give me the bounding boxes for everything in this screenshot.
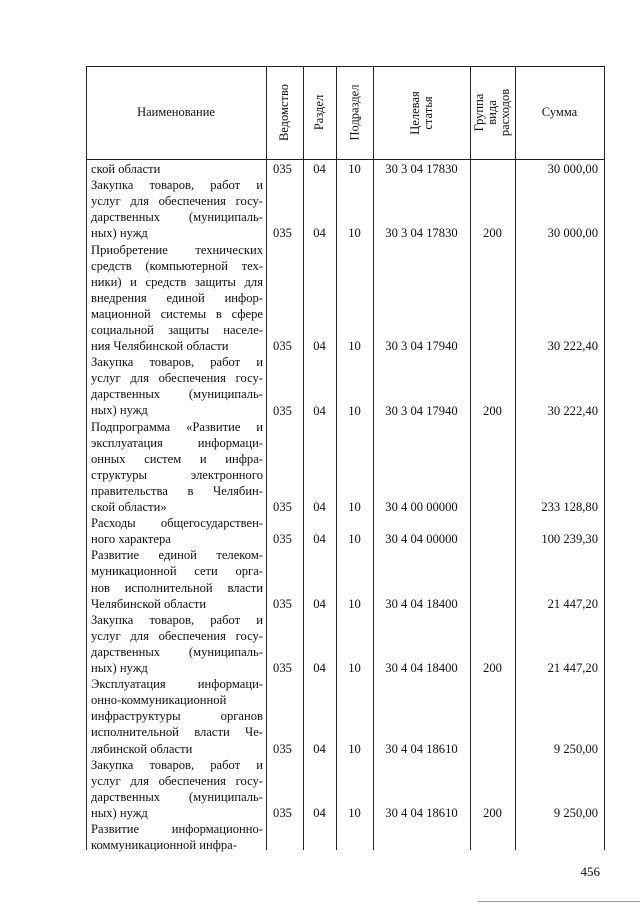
row-name-line: ской области bbox=[91, 162, 161, 176]
row-name-line: Закупка товаров, работ и bbox=[91, 355, 263, 370]
row-name-line: Развитие единой телеком- bbox=[91, 548, 263, 563]
row-name bbox=[91, 354, 263, 418]
cell-celevaya: 30 4 04 18610 bbox=[385, 806, 458, 820]
col-divider bbox=[336, 66, 337, 850]
cell-summa: 9 250,00 bbox=[553, 741, 598, 756]
row-name bbox=[91, 612, 263, 676]
row-name-line: дарственных (муниципаль- bbox=[91, 210, 263, 225]
header-summa-text: Сумма bbox=[541, 105, 578, 119]
row-name-line: лябинской области bbox=[91, 741, 193, 756]
header-razdel-text: Раздел bbox=[312, 94, 327, 131]
cell-gruppa bbox=[470, 499, 515, 515]
row-name-line: Расходы общегосударствен- bbox=[91, 516, 263, 531]
cell-gruppa bbox=[470, 596, 515, 612]
header-celevaya bbox=[373, 66, 470, 159]
cell-podrazdel: 10 bbox=[348, 339, 361, 354]
cell-ved: 035 bbox=[273, 806, 292, 820]
row-name-line: коммуникационной инфра- bbox=[91, 838, 237, 853]
header-podrazdel-text: Подраздел bbox=[347, 84, 361, 141]
row-name-line: структуры электронного bbox=[91, 467, 263, 482]
cell-podrazdel: 10 bbox=[348, 226, 361, 241]
row-name-line: ники) и средств защиты для bbox=[91, 274, 263, 289]
cell-celevaya: 30 3 04 17940 bbox=[385, 339, 458, 354]
cell-razdel: 04 bbox=[313, 162, 326, 176]
row-name-line: ных) нужд bbox=[91, 403, 148, 418]
cell-razdel: 04 bbox=[313, 500, 326, 515]
header-gruppa-text: Группа вида расходов bbox=[472, 88, 513, 137]
row-name-line: Приобретение технических bbox=[91, 242, 263, 257]
row-name-line: услуг для обеспечения госу- bbox=[91, 194, 263, 209]
row-name-line: дарственных (муниципаль- bbox=[91, 644, 263, 659]
cell-razdel: 04 bbox=[313, 403, 326, 418]
footer-line bbox=[478, 901, 640, 902]
cell-summa bbox=[515, 837, 598, 853]
row-name-line: эксплуатация информаци- bbox=[91, 435, 263, 450]
cell-podrazdel: 10 bbox=[348, 661, 361, 676]
row-name bbox=[91, 757, 263, 821]
table-border-left bbox=[86, 66, 87, 850]
row-name-line: ния Челябинской области bbox=[91, 339, 229, 354]
row-name-line: ных) нужд bbox=[91, 805, 148, 820]
row-name-line: ных) нужд bbox=[91, 226, 148, 241]
cell-summa: 30 222,40 bbox=[547, 339, 598, 354]
row-name-line: Эксплуатация информаци- bbox=[91, 677, 263, 692]
row-name-line: ской области» bbox=[91, 500, 167, 515]
cell-podrazdel: 10 bbox=[348, 806, 361, 820]
row-name-line: Закупка товаров, работ и bbox=[91, 757, 263, 772]
col-divider bbox=[303, 66, 304, 850]
cell-razdel: 04 bbox=[313, 661, 326, 676]
header-divider bbox=[86, 159, 605, 160]
cell-summa: 21 447,20 bbox=[547, 661, 598, 676]
row-name bbox=[91, 242, 263, 355]
row-name-line: Подпрограмма «Развитие и bbox=[91, 419, 263, 434]
cell-gruppa: 200 bbox=[483, 403, 502, 418]
cell-ved: 035 bbox=[273, 596, 292, 611]
cell-gruppa bbox=[470, 161, 515, 177]
cell-celevaya: 30 3 04 17830 bbox=[385, 162, 458, 176]
cell-ved: 035 bbox=[273, 500, 292, 515]
row-name-line: исполнительной власти Че- bbox=[91, 725, 263, 740]
row-name bbox=[91, 547, 263, 611]
row-name-line: онно-коммуникационной bbox=[91, 693, 227, 708]
cell-celevaya: 30 4 04 18400 bbox=[385, 661, 458, 676]
row-name-line: правительства в Челябин- bbox=[91, 483, 263, 498]
row-name-line: Закупка товаров, работ и bbox=[91, 178, 263, 193]
row-name-line: мационной системы в сфере bbox=[91, 306, 263, 321]
header-razdel bbox=[303, 66, 336, 159]
row-name-line: Закупка товаров, работ и bbox=[91, 612, 263, 627]
cell-celevaya: 30 4 04 00000 bbox=[385, 532, 458, 547]
cell-celevaya: 30 3 04 17940 bbox=[385, 403, 458, 418]
cell-razdel: 04 bbox=[313, 339, 326, 354]
col-divider bbox=[266, 66, 267, 850]
row-name-line: дарственных (муниципаль- bbox=[91, 387, 263, 402]
cell-summa: 30 000,00 bbox=[547, 162, 598, 176]
row-name-line: нов исполнительной власти bbox=[91, 580, 263, 595]
row-name-line: внедрения единой инфор- bbox=[91, 290, 263, 305]
header-gruppa bbox=[470, 66, 515, 159]
row-name-line: Челябинской области bbox=[91, 596, 207, 611]
col-divider bbox=[515, 66, 516, 850]
cell-ved: 035 bbox=[273, 226, 292, 241]
header-name-text: Наименование bbox=[137, 105, 215, 119]
header-podrazdel bbox=[336, 66, 373, 159]
cell-summa: 9 250,00 bbox=[553, 806, 598, 820]
cell-razdel: 04 bbox=[313, 226, 326, 241]
cell-summa: 100 239,30 bbox=[541, 532, 598, 547]
row-name bbox=[91, 515, 263, 547]
cell-ved: 035 bbox=[273, 403, 292, 418]
table-border-right bbox=[604, 66, 605, 850]
cell-podrazdel bbox=[336, 837, 373, 853]
row-name-line: ных) нужд bbox=[91, 661, 148, 676]
cell-ved: 035 bbox=[273, 162, 292, 176]
cell-gruppa: 200 bbox=[483, 226, 502, 241]
row-name-line: инфраструктуры органов bbox=[91, 709, 263, 724]
cell-celevaya: 30 3 04 17830 bbox=[385, 226, 458, 241]
cell-summa: 233 128,80 bbox=[541, 500, 598, 515]
row-name bbox=[91, 419, 263, 516]
row-name-line: муникационной сети орга- bbox=[91, 564, 263, 579]
header-ved bbox=[266, 66, 303, 159]
row-name-line: Развитие информационно- bbox=[91, 822, 263, 837]
cell-summa: 21 447,20 bbox=[547, 596, 598, 611]
cell-podrazdel: 10 bbox=[348, 596, 361, 611]
cell-podrazdel: 10 bbox=[348, 532, 361, 547]
cell-podrazdel: 10 bbox=[348, 403, 361, 418]
cell-gruppa: 200 bbox=[483, 661, 502, 676]
cell-ved: 035 bbox=[273, 741, 292, 756]
cell-celevaya: 30 4 04 18610 bbox=[385, 741, 458, 756]
cell-gruppa bbox=[470, 531, 515, 547]
budget-table bbox=[86, 66, 605, 853]
row-name-line: средств (компьютерной тех- bbox=[91, 258, 263, 273]
row-name bbox=[91, 821, 263, 853]
row-name-line: дарственных (муниципаль- bbox=[91, 789, 263, 804]
cell-gruppa bbox=[470, 338, 515, 354]
cell-razdel: 04 bbox=[313, 806, 326, 820]
row-name-line: онных систем и инфра- bbox=[91, 451, 263, 466]
row-name-line: социальной защиты населе- bbox=[91, 322, 263, 337]
cell-podrazdel: 10 bbox=[348, 500, 361, 515]
row-name bbox=[91, 161, 263, 177]
cell-razdel: 04 bbox=[313, 741, 326, 756]
row-name-line: ного характера bbox=[91, 532, 171, 547]
cell-celevaya: 30 4 00 00000 bbox=[385, 500, 458, 515]
header-celevaya-text: Целевая статья bbox=[407, 90, 435, 135]
col-divider bbox=[373, 66, 374, 850]
cell-podrazdel: 10 bbox=[348, 162, 361, 176]
cell-summa: 30 222,40 bbox=[547, 403, 598, 418]
cell-gruppa bbox=[470, 837, 515, 853]
cell-razdel: 04 bbox=[313, 532, 326, 547]
row-name bbox=[91, 177, 263, 241]
cell-razdel: 04 bbox=[313, 596, 326, 611]
row-name-line: услуг для обеспечения госу- bbox=[91, 773, 263, 788]
cell-summa: 30 000,00 bbox=[547, 226, 598, 241]
cell-ved: 035 bbox=[273, 661, 292, 676]
row-name-line: услуг для обеспечения госу- bbox=[91, 371, 263, 386]
cell-ved bbox=[266, 837, 299, 853]
cell-razdel bbox=[303, 837, 336, 853]
cell-podrazdel: 10 bbox=[348, 741, 361, 756]
header-ved-text: Ведомство bbox=[277, 83, 291, 142]
cell-celevaya: 30 4 04 18400 bbox=[385, 596, 458, 611]
row-name-line: услуг для обеспечения госу- bbox=[91, 628, 263, 643]
col-divider bbox=[470, 66, 471, 850]
cell-gruppa: 200 bbox=[483, 806, 502, 820]
cell-ved: 035 bbox=[273, 339, 292, 354]
row-name bbox=[91, 676, 263, 756]
cell-ved: 035 bbox=[273, 532, 292, 547]
header-name bbox=[86, 66, 266, 159]
cell-celevaya bbox=[373, 837, 470, 853]
page-number: 456 bbox=[580, 864, 600, 879]
header-summa bbox=[515, 66, 604, 159]
cell-gruppa bbox=[470, 741, 515, 757]
